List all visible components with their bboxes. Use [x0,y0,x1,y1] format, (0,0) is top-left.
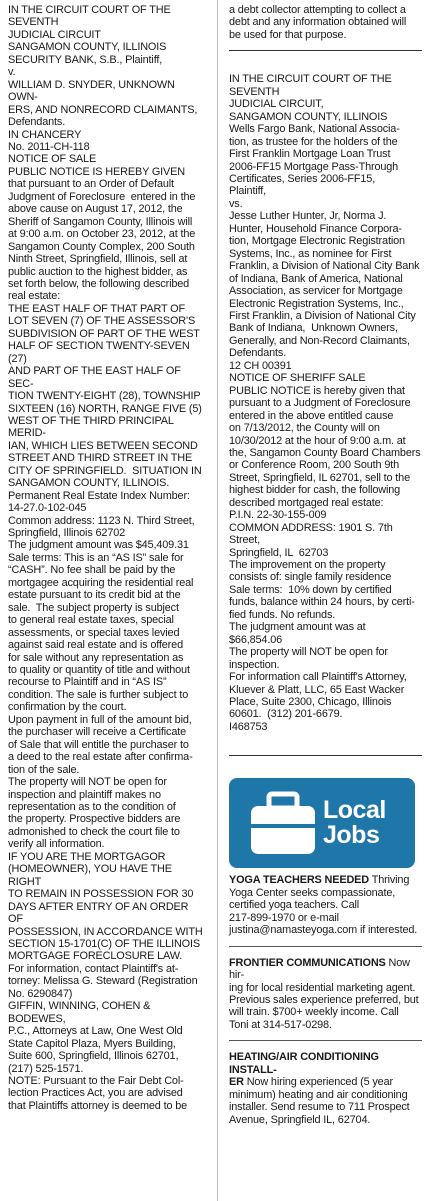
text-line: WEST OF THE THIRD PRINCIPAL MERID- [8,414,177,440]
text-line: 60601. (312) 201-6679. [229,708,343,721]
text-line: P.I.N. 22-30-155-009 [229,509,327,522]
text-line: Sale terms: 10% down by certified [229,583,392,596]
text-line: Sheriff of Sangamon County, Illinois will [8,215,193,228]
text-line: for sale without any representation as [8,651,184,664]
text-line: Wells Fargo Bank, National Associa- [229,123,400,136]
text-line: described mortgaged real estate: [229,496,384,509]
text-line: mortgagee acquiring the residential real [8,576,194,589]
text-line: The judgment amount was at [229,621,366,634]
text-line: the purchaser will receive a Certificate [8,726,187,739]
text-line: SIXTEEN (16) NORTH, RANGE FIVE (5) [8,402,202,415]
text-line: Common address: 1123 N. Third Street, [8,514,195,527]
text-line: on 7/13/2012, the County will on [229,422,380,435]
local-jobs-banner [229,778,415,868]
text-line: of Sale that will entitle the purchaser to [8,738,189,751]
text-line: condition. The sale is further subject to [8,688,189,701]
text-line: Certificates, Series 2006-FF15, [229,172,376,185]
text-line: IN THE CIRCUIT COURT OF THE SEVENTH [229,73,395,98]
banner-word-jobs: Jobs [323,821,380,850]
text-line: of Indiana, Bank of America, National [229,272,403,285]
job-title: FRONTIER COMMUNICATIONS [229,956,386,969]
text-line: Place, Suite 2300, Chicago, Illinois [229,696,392,709]
text-line: the property. Prospective bidders are [8,813,181,826]
text-line: sale. The subject property is subject [8,601,179,614]
job-text-line: Toni at 314-517-0298. [229,1018,332,1031]
text-line: a deed to the real estate after confirma- [8,751,193,764]
job-second-line [229,1076,422,1088]
banner-word-local: Local [323,796,386,825]
text-line: DAYS AFTER ENTRY OF AN ORDER OF [8,900,192,926]
text-line: The judgment amount was $45,409.31 [8,539,189,552]
text-line: IN THE CIRCUIT COURT OF THE SEVENTH [8,4,174,29]
text-line: NOTE: Pursuant to the Fair Debt Col- [8,1074,184,1087]
text-line: POSSESSION, IN ACCORDANCE WITH [8,925,203,938]
text-line: real estate: [8,290,61,303]
text-line: ERS, AND NONRECORD CLAIMANTS, [8,103,198,116]
job-text: Now hiring experienced (5 year [243,1076,393,1089]
text-line: SECURITY BANK, S.B., Plaintiff, [8,53,163,66]
text-line: 2006-FF15 Mortgage Pass-Through [229,160,399,173]
text-line: First Franklin Mortgage Loan Trust [229,148,391,161]
text-line: public auction to the highest bidder, as [8,265,188,278]
text-line: SUBDIVISION OF PART OF THE WEST [8,327,200,340]
job-text-line: will train. $700+ weekly income. Call [229,1006,399,1019]
job-listing [229,1051,422,1126]
text-line: entered in the above entitled cause [229,409,394,422]
text-line: Springfield, IL 62703 [229,546,329,559]
job-title: YOGA TEACHERS NEEDED [229,874,370,887]
text-line: For information call Plaintiff's Attorney, [229,671,407,684]
text-line: Upon payment in full of the amount bid, [8,713,192,726]
text-line: tion of the sale. [8,763,80,776]
text-line: Association, as servicer for Mortgage [229,285,403,298]
text-line: GIFFIN, WINNING, COHEN & BODEWES, [8,1000,154,1025]
text-line: be used for that purpose. [229,28,347,41]
text-line: WILLIAM D. SNYDER, UNKNOWN OWN- [8,78,178,104]
text-line: COMMON ADDRESS: 1901 S. 7th Street, [229,521,396,547]
job-text: Thriving [369,874,410,887]
text-line: TO REMAIN IN POSSESSION FOR 30 [8,888,194,901]
text-line: to quality or quantity of title and without [8,664,190,677]
text-line: The property will NOT be open for [229,646,388,659]
continuation-block [229,4,422,41]
text-line: funds, balance within 24 hours, by certi- [229,596,415,609]
text-line: AND PART OF THE EAST HALF OF SEC- [8,365,184,390]
text-line: representation as to the condition of [8,801,176,813]
text-line: that Plaintiffs attorney is deemed to be [8,1099,188,1112]
job-text-line: certified yoga teachers. Call [229,899,360,912]
text-line: v. [8,66,16,79]
text-line: (217) 525-1571. [8,1062,84,1075]
text-line: Judgment of Foreclosure entered in the [8,190,196,203]
text-line: Ninth Street, Springfield, Illinois, sell at [8,253,188,266]
text-line: HALF OF SECTION TWENTY-SEVEN (27) [8,340,193,365]
job-text: Now hir- [229,956,413,982]
text-line: P.C., Attorneys at Law, One West Old [8,1025,183,1038]
section-divider [229,755,422,756]
text-line: THE EAST HALF OF THAT PART OF [8,302,185,315]
left-column-notice [8,4,205,1112]
text-line: IN CHANCERY [8,128,82,141]
text-line: or Conference Room, 200 South 9th [229,459,400,472]
sheriff-sale-notice [229,73,422,733]
text-line: Kluever & Platt, LLC, 65 East Wacker [229,683,405,696]
text-line: recourse to Plaintiff and in “AS IS” [8,676,167,689]
text-line: consists of: single family residence [229,571,392,584]
job-listings [229,874,422,1126]
text-line: JUDICIAL CIRCUIT [8,28,101,41]
right-column [229,4,422,1126]
text-line: SECTION 15-1701(C) OF THE ILLINOIS [8,937,200,950]
column-divider [217,0,218,1201]
text-line: highest bidder for cash, the following [229,484,401,497]
text-line: No. 6290847) [8,987,73,1000]
text-line: Bank of Indiana, Unknown Owners, [229,322,398,335]
text-line: $66,854.06 [229,633,283,646]
text-line: NOTICE OF SALE [8,153,97,166]
text-line: PUBLIC NOTICE is hereby given that [229,384,405,397]
job-text-line: minimum) heating and air conditioning [229,1088,408,1101]
job-divider [229,1040,422,1041]
text-line: that pursuant to an Order of Default [8,178,174,191]
text-line: estate pursuant to its credit bid at the [8,589,181,602]
text-line: SANGAMON COUNTY, ILLINOIS [229,110,388,123]
text-line: admonished to check the court file to [8,825,180,838]
text-line: pursuant to a Judgment of Foreclosure [229,397,411,410]
job-text-line: justina@namasteyoga.com if interested. [229,924,418,937]
text-line: Sangamon County Complex, 200 South [8,240,195,253]
text-line: SANGAMON COUNTY, ILLINOIS [8,41,167,54]
job-first-line [229,1051,422,1076]
text-line: Springfield, Illinois 62702 [8,527,126,540]
text-line: inspection. [229,658,280,671]
text-line: to general real estate taxes, special [8,614,174,627]
text-line: Street, Springfield, IL 62701, sell to the [229,471,410,484]
text-line: torney: Melissa G. Steward (Registration [8,975,198,988]
text-line: Sale terms: This is an “AS IS” sale for [8,551,184,564]
text-line: SANGAMON COUNTY, ILLINOIS. [8,477,170,490]
text-line: PUBLIC NOTICE IS HEREBY GIVEN [8,165,186,178]
text-line: Hunter, Household Finance Corpora- [229,222,402,235]
text-line: First Franklin, a Division of National City [229,309,416,322]
text-line: at 9:00 a.m. on October 23, 2012, at the [8,228,196,241]
text-line: The improvement on the property [229,559,386,572]
text-line: 12 CH 00391 [229,359,292,372]
text-line: the, Sangamon County Board Chambers [229,446,421,459]
text-line: JUDICIAL CIRCUIT, [229,98,324,111]
text-line: Defendants. [229,347,287,360]
job-text-line: ing for local residential marketing agent. [229,981,416,994]
text-line: I468753 [229,720,268,733]
text-line: lection Practices Act, you are advised [8,1087,183,1100]
notice-divider [229,50,422,51]
text-line: tion, Mortgage Electronic Registration [229,235,405,248]
text-line: MORTGAGE FORECLOSURE LAW. [8,950,183,963]
job-divider [229,946,422,947]
text-line: The property will NOT be open for [8,776,167,789]
text-line: Electronic Registration Systems, Inc., [229,297,404,310]
text-line: Plaintiff, [229,185,267,198]
text-line: tion, as trustee for the holders of the [229,135,398,148]
text-line: STREET AND THIRD STREET IN THE [8,452,193,465]
text-line: TION TWENTY-EIGHT (28), TOWNSHIP [8,390,201,403]
text-line: Suite 600, Springfield, Illinois 62701, [8,1050,179,1063]
text-line: “CASH”. No fee shall be paid by the [8,564,176,577]
job-listing [229,874,422,936]
text-line: set forth below, the following described [8,277,190,290]
text-line: IF YOU ARE THE MORTGAGOR [8,850,166,863]
text-line: Permanent Real Estate Index Number: [8,489,190,502]
job-text-line: installer. Send resume to 711 Prospect [229,1101,410,1114]
text-line: 14-27.0-102-045 [8,502,87,515]
text-line: For information, contact Plaintiff's at- [8,962,179,975]
text-line: vs. [229,197,243,210]
job-text-line: Avenue, Springfield IL, 62704. [229,1113,371,1126]
text-line: inspection and plaintiff makes no [8,788,161,801]
text-line: against said real estate and is offered [8,639,183,652]
text-line: Systems, Inc., as nominee for First [229,247,392,260]
job-title-cont: ER [229,1076,244,1089]
text-line: CITY OF SPRINGFIELD. SITUATION IN [8,464,202,477]
text-line: verify all information. [8,838,105,851]
text-line: debt and any information obtained will [229,16,407,29]
text-line: (HOMEOWNER), YOU HAVE THE RIGHT [8,863,175,888]
text-line: Generally, and Non-Record Claimants, [229,334,410,347]
text-line: Jesse Luther Hunter, Jr, Norma J. [229,210,387,223]
text-line: State Capitol Plaza, Myers Building, [8,1037,176,1050]
job-title: HEATING/AIR CONDITIONING INSTALL- [229,1051,382,1076]
job-listing [229,957,422,1032]
job-text-line: 217-899-1970 or e-mail [229,911,339,924]
text-line: Defendants. [8,116,66,129]
text-line: No. 2011-CH-118 [8,140,90,153]
job-text-line: Previous sales experience preferred, but [229,994,419,1006]
text-line: 10/30/2012 at the hour of 9:00 a.m. at [229,434,406,447]
text-line: NOTICE OF SHERIFF SALE [229,372,366,385]
job-first-line [229,874,422,886]
text-line: fied funds. No refunds. [229,608,336,621]
text-line: above cause on August 17, 2012, the [8,203,183,216]
text-line: a debt collector attempting to collect a [229,4,406,16]
text-line: LOT SEVEN (7) OF THE ASSESSOR'S [8,315,196,328]
job-first-line [229,957,422,982]
text-line: assessments, or special taxes levied [8,626,180,639]
briefcase-icon [247,788,319,860]
text-line: confirmation by the court. [8,701,127,714]
text-line: IAN, WHICH LIES BETWEEN SECOND [8,439,198,452]
job-text-line: Yoga Center seeks compassionate, [229,886,396,899]
text-line: Franklin, a Division of National City Bank [229,260,420,273]
